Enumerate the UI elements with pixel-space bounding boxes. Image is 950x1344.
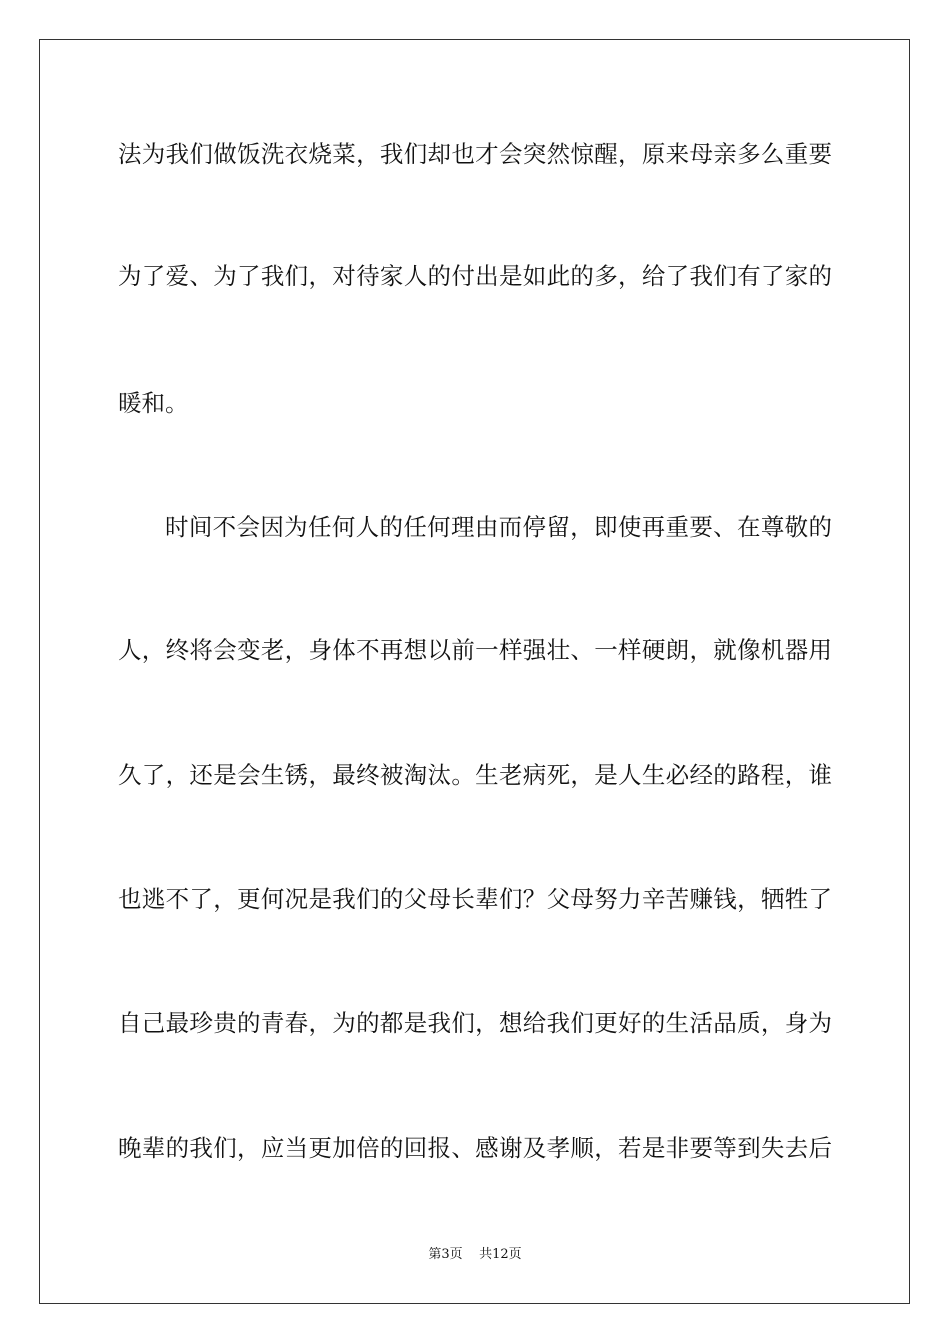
text-line: 晚辈的我们，应当更加倍的回报、感谢及孝顺，若是非要等到失去后 xyxy=(118,1134,832,1162)
paragraph-first-line: 时间不会因为任何人的任何理由而停留，即使再重要、在尊敬的 xyxy=(165,513,832,541)
text-line: 自己最珍贵的青春，为的都是我们，想给我们更好的生活品质，身为 xyxy=(118,1009,832,1037)
page-total: 共12页 xyxy=(479,1247,522,1262)
page-number: 第3页 xyxy=(428,1247,463,1262)
text-line: 人，终将会变老，身体不再想以前一样强壮、一样硬朗，就像机器用 xyxy=(118,636,832,664)
text-line: 久了，还是会生锈，最终被淘汰。生老病死，是人生必经的路程，谁 xyxy=(118,761,832,789)
text-line: 法为我们做饭洗衣烧菜，我们却也才会突然惊醒，原来母亲多么重要 xyxy=(118,140,832,168)
page-border xyxy=(39,39,910,1304)
page-footer xyxy=(0,1246,950,1264)
text-line: 暖和。 xyxy=(118,389,189,417)
text-line: 为了爱、为了我们，对待家人的付出是如此的多，给了我们有了家的 xyxy=(118,262,832,290)
text-line: 也逃不了，更何况是我们的父母长辈们？父母努力辛苦赚钱，牺牲了 xyxy=(118,885,832,913)
